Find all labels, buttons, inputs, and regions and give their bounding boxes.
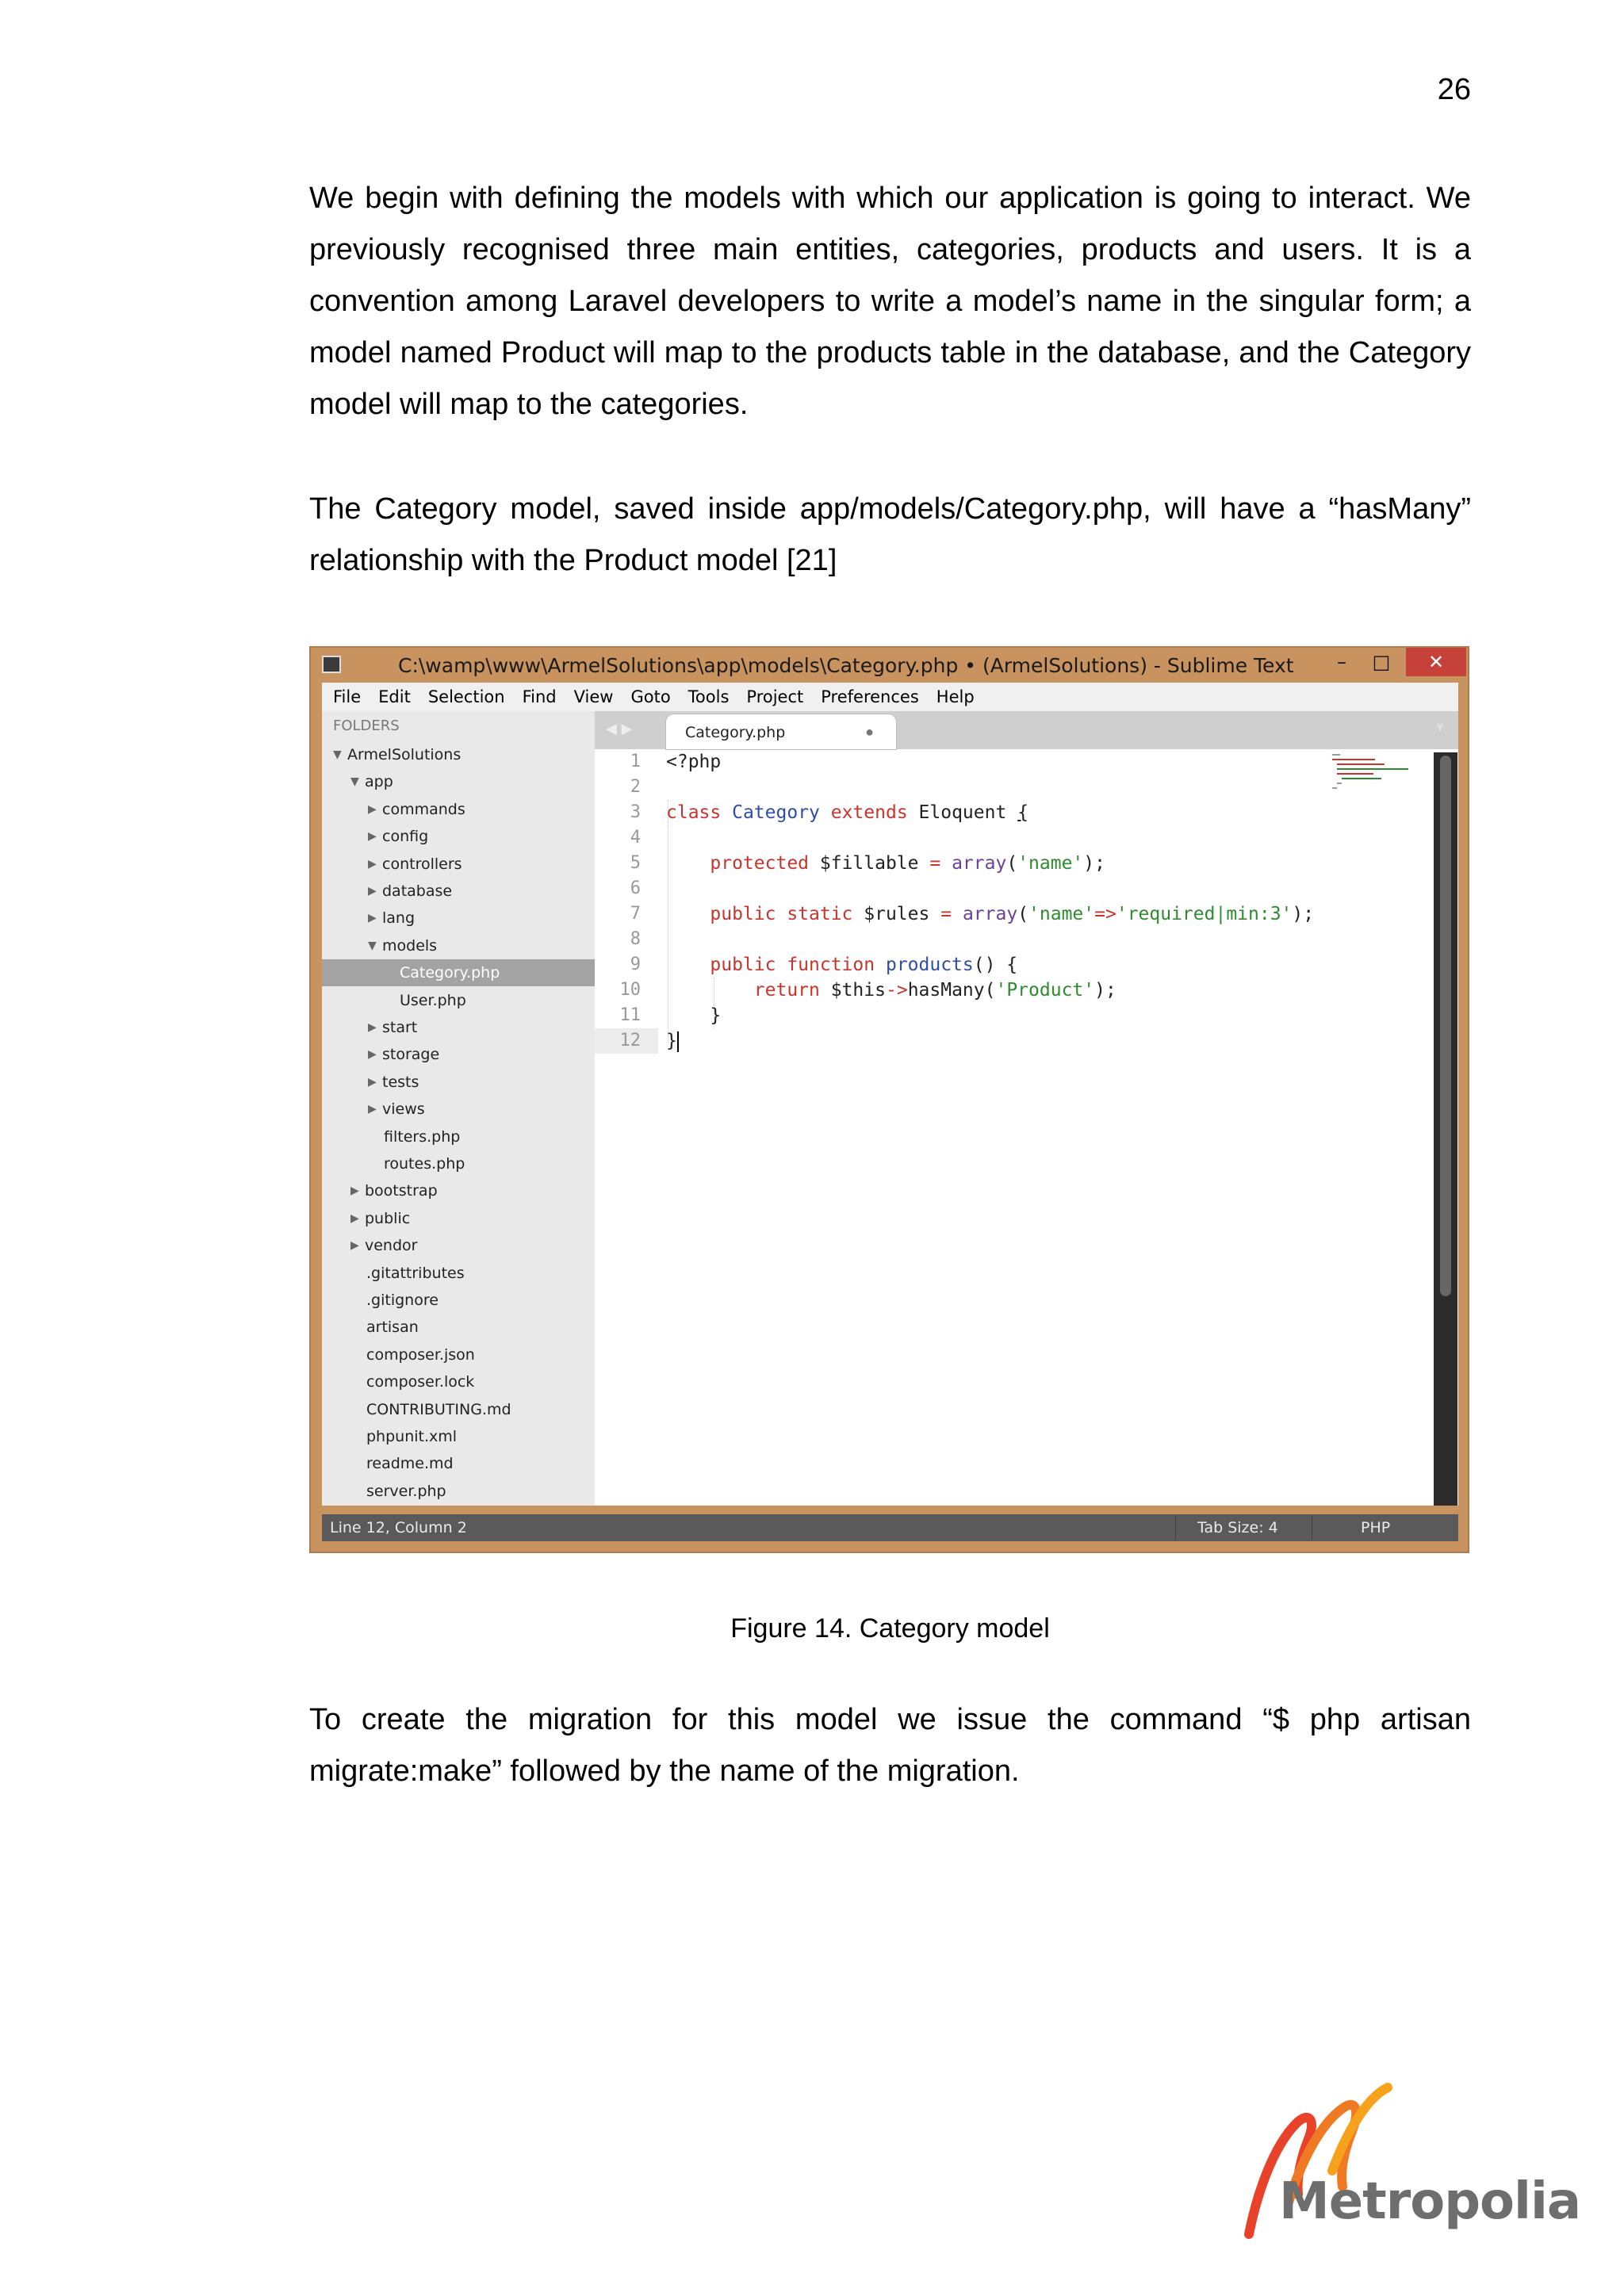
tree-item-label: routes.php — [384, 1155, 465, 1173]
status-syntax[interactable]: PHP — [1361, 1519, 1391, 1536]
scrollbar-thumb[interactable] — [1440, 756, 1451, 1296]
chevron-right-icon[interactable]: ▶ — [368, 1075, 377, 1089]
menu-file[interactable]: File — [333, 687, 362, 706]
code-token: ); — [1292, 904, 1315, 924]
tree-item[interactable] — [366, 1314, 419, 1341]
chevron-down-icon[interactable]: ▼ — [350, 775, 359, 789]
code-token: array — [962, 904, 1018, 924]
minimap-line — [1337, 783, 1342, 784]
tree-item-label: filters.php — [384, 1127, 461, 1146]
tree-item-label: views — [382, 1100, 425, 1119]
code-token: 'required|min:3' — [1116, 904, 1293, 924]
code-token: ( — [984, 980, 996, 1001]
tree-item-label: app — [365, 773, 393, 791]
code-token: $this — [830, 980, 886, 1001]
chevron-right-icon[interactable]: ▶ — [368, 802, 377, 816]
tree-item-label: User.php — [400, 991, 466, 1009]
code-token: array — [952, 853, 1007, 874]
tree-item[interactable] — [400, 987, 466, 1014]
vertical-scrollbar[interactable] — [1434, 752, 1457, 1506]
paragraph-models-intro: We begin with defining the models with which our application is going to interact. We previously recognised three main entities, categories, products and users. It is a convention among Laravel developers to write a model’s name in the singular form; a model named Product will map to the products table in the database, and the Category model will map to the categories. — [309, 182, 1471, 421]
menu-view[interactable]: View — [573, 687, 614, 706]
folder-sidebar — [322, 711, 595, 1506]
code-token: ( — [1017, 904, 1029, 924]
window-title: C:\wamp\www\ArmelSolutions\app\models\Category.php • (ArmelSolutions) - Sublime Text — [398, 654, 1294, 677]
code-token: } — [666, 1031, 677, 1051]
code-token: Category — [732, 802, 820, 823]
tree-item[interactable] — [366, 1423, 457, 1450]
code-token: protected — [710, 853, 810, 874]
chevron-right-icon[interactable]: ▶ — [368, 885, 377, 897]
tree-item[interactable] — [368, 823, 428, 850]
tree-item[interactable] — [368, 878, 452, 905]
status-divider — [1175, 1516, 1176, 1540]
tree-item[interactable] — [366, 1260, 465, 1287]
tree-item[interactable] — [368, 1069, 419, 1096]
line-number: 7 — [630, 904, 641, 924]
tree-item-label: server.php — [366, 1482, 446, 1500]
code-token: return — [753, 980, 820, 1001]
code-token: ); — [1094, 980, 1116, 1001]
tree-item-label: CONTRIBUTING.md — [366, 1400, 511, 1418]
code-token: { — [1017, 802, 1029, 823]
figure-caption: Figure 14. Category model — [730, 1613, 1050, 1644]
minimize-button[interactable]: – — [1337, 651, 1346, 673]
menu-preferences[interactable]: Preferences — [821, 687, 919, 706]
tree-item[interactable] — [350, 1205, 410, 1232]
tree-item[interactable] — [368, 1041, 439, 1068]
tree-item[interactable] — [368, 1014, 417, 1041]
unsaved-dot-icon[interactable]: ● — [865, 724, 874, 740]
code-line-1 — [666, 749, 721, 775]
menu-tools[interactable]: Tools — [688, 687, 730, 706]
tree-item-label: phpunit.xml — [366, 1428, 458, 1445]
status-bar — [322, 1514, 1458, 1541]
text-cursor — [677, 1031, 679, 1052]
tree-item-label: bootstrap — [365, 1182, 438, 1200]
code-line-9 — [666, 952, 1017, 978]
code-token: 'name' — [1017, 853, 1084, 874]
sublime-app-icon — [322, 656, 341, 673]
tree-item[interactable] — [366, 1368, 474, 1395]
line-number: 5 — [630, 853, 641, 873]
menu-edit[interactable]: Edit — [378, 687, 411, 706]
code-token: hasMany — [907, 980, 985, 1001]
tab-dropdown-icon[interactable]: ▼ — [1433, 719, 1447, 735]
chevron-right-icon[interactable]: ▶ — [368, 1103, 377, 1116]
tree-item-label: models — [382, 936, 438, 955]
line-number: 3 — [630, 802, 641, 822]
tree-item-label: composer.lock — [366, 1373, 475, 1391]
line-number-gutter — [595, 749, 658, 1506]
line-number: 1 — [630, 752, 641, 771]
minimap-line — [1332, 759, 1375, 760]
chevron-right-icon[interactable]: ▶ — [368, 1048, 377, 1062]
code-token: public function — [710, 955, 875, 975]
tree-item-label: .gitattributes — [366, 1264, 465, 1282]
chevron-right-icon[interactable]: ▶ — [350, 1239, 359, 1253]
tree-item[interactable] — [366, 1341, 475, 1368]
tab-nav-arrows-icon[interactable]: ◀ ▶ — [606, 721, 633, 737]
code-line-11 — [666, 1003, 721, 1028]
code-token: products — [885, 955, 974, 975]
code-line-10 — [666, 978, 1116, 1003]
tree-item[interactable] — [366, 1396, 511, 1423]
paragraph-migration: To create the migration for this model we issue the command “$ php artisan migrate:make” followed by the name of the migration. — [309, 1703, 1471, 1788]
status-cursor-position: Line 12, Column 2 — [330, 1519, 467, 1536]
tree-item-label: composer.json — [366, 1345, 475, 1364]
tree-item[interactable] — [384, 1150, 465, 1177]
chevron-right-icon[interactable]: ▶ — [368, 830, 377, 844]
tree-item-label: .gitignore — [366, 1292, 439, 1309]
code-area[interactable] — [666, 749, 1380, 1506]
status-tab-size[interactable]: Tab Size: 4 — [1197, 1519, 1278, 1536]
line-number: 12 — [619, 1031, 641, 1050]
code-token: ); — [1083, 853, 1105, 874]
tab-bar — [595, 711, 1458, 749]
tree-item-label: start — [382, 1019, 418, 1036]
tree-item-label: vendor — [365, 1237, 418, 1255]
code-token: extends — [830, 802, 908, 823]
code-token: $rules — [864, 904, 930, 924]
tree-item[interactable] — [350, 1232, 417, 1259]
code-token: 'name' — [1028, 904, 1095, 924]
tree-item-label: controllers — [382, 855, 462, 873]
code-token: Eloquent — [918, 802, 1007, 823]
tree-item-label: storage — [382, 1046, 440, 1064]
tree-item[interactable] — [368, 796, 465, 823]
menu-bar — [322, 683, 1458, 711]
menu-find[interactable]: Find — [522, 687, 557, 706]
code-token: () { — [973, 955, 1018, 975]
code-token: => — [1094, 904, 1116, 924]
code-token: = — [929, 853, 941, 874]
tree-item[interactable] — [366, 1478, 446, 1505]
code-token: 'Product' — [995, 980, 1095, 1001]
tree-item-label: config — [382, 828, 429, 846]
tree-item-label: lang — [382, 909, 416, 928]
code-token: $fillable — [819, 853, 919, 874]
code-token: -> — [885, 980, 908, 1001]
chevron-right-icon[interactable]: ▶ — [368, 857, 377, 871]
tree-item-label: readme.md — [366, 1455, 454, 1473]
menu-project[interactable]: Project — [746, 687, 804, 706]
line-number: 8 — [630, 929, 641, 949]
close-button[interactable]: ✕ — [1406, 648, 1466, 676]
page-number: 26 — [1437, 73, 1471, 106]
minimap-line — [1342, 778, 1381, 779]
chevron-right-icon[interactable]: ▶ — [350, 1211, 359, 1225]
tree-item[interactable] — [350, 768, 393, 795]
chevron-down-icon[interactable]: ▼ — [368, 939, 377, 952]
minimap[interactable] — [1332, 752, 1411, 808]
menu-goto[interactable]: Goto — [630, 687, 671, 706]
tree-item-label: tests — [382, 1073, 419, 1091]
minimap-line — [1332, 754, 1340, 756]
minimap-line — [1337, 773, 1373, 775]
code-line-12 — [666, 1028, 679, 1054]
tree-item[interactable] — [368, 851, 462, 878]
code-token: class — [666, 802, 722, 823]
line-number: 10 — [619, 980, 641, 1000]
line-number: 6 — [630, 878, 641, 898]
chevron-right-icon[interactable]: ▶ — [368, 912, 377, 925]
chevron-right-icon[interactable]: ▶ — [350, 1184, 359, 1198]
minimap-line — [1332, 787, 1337, 789]
tab-category-php[interactable] — [666, 714, 896, 749]
menu-help[interactable]: Help — [936, 687, 975, 706]
code-line-7 — [666, 901, 1314, 927]
sidebar-header: FOLDERS — [333, 718, 400, 734]
code-line-5 — [666, 851, 1105, 876]
code-token: <?php — [666, 752, 722, 772]
metropolia-logo-text: Metropolia — [1279, 2172, 1581, 2231]
title-bar — [311, 648, 1468, 683]
tree-item[interactable] — [333, 741, 461, 768]
code-token: public static — [710, 904, 853, 924]
code-token: = — [940, 904, 952, 924]
code-token: } — [710, 1005, 722, 1026]
tree-item[interactable] — [368, 932, 437, 959]
menu-selection[interactable]: Selection — [427, 687, 505, 706]
tree-item-label: public — [365, 1209, 411, 1227]
code-line-3 — [666, 800, 1028, 825]
tree-item-label: Category.php — [400, 964, 500, 982]
tree-item[interactable] — [366, 1287, 439, 1314]
tree-item[interactable] — [368, 1096, 425, 1123]
code-token: ( — [1006, 853, 1018, 874]
tree-item-label: database — [382, 882, 453, 900]
tree-item[interactable] — [366, 1450, 454, 1477]
minimap-line — [1337, 768, 1408, 770]
tree-item[interactable] — [322, 959, 595, 986]
line-number: 9 — [630, 955, 641, 974]
tree-item-label: ArmelSolutions — [347, 746, 462, 763]
tree-item-label: artisan — [366, 1318, 419, 1337]
tree-item[interactable] — [368, 905, 415, 932]
tree-item[interactable] — [384, 1123, 460, 1150]
editor-pane — [595, 711, 1458, 1506]
chevron-right-icon[interactable]: ▶ — [368, 1021, 377, 1034]
tab-label: Category.php — [685, 724, 786, 741]
sublime-window-screenshot — [309, 646, 1469, 1553]
tree-item[interactable] — [350, 1177, 438, 1204]
chevron-down-icon[interactable]: ▼ — [333, 748, 342, 761]
tree-item-label: commands — [382, 800, 465, 818]
line-number: 11 — [619, 1005, 641, 1025]
line-number: 2 — [630, 777, 641, 797]
minimap-line — [1337, 763, 1385, 765]
maximize-button[interactable]: □ — [1372, 651, 1391, 673]
paragraph-category-model: The Category model, saved inside app/models/Category.php, will have a “hasMany” relationship with the Product model [21] — [309, 492, 1471, 577]
line-number: 4 — [630, 828, 641, 848]
